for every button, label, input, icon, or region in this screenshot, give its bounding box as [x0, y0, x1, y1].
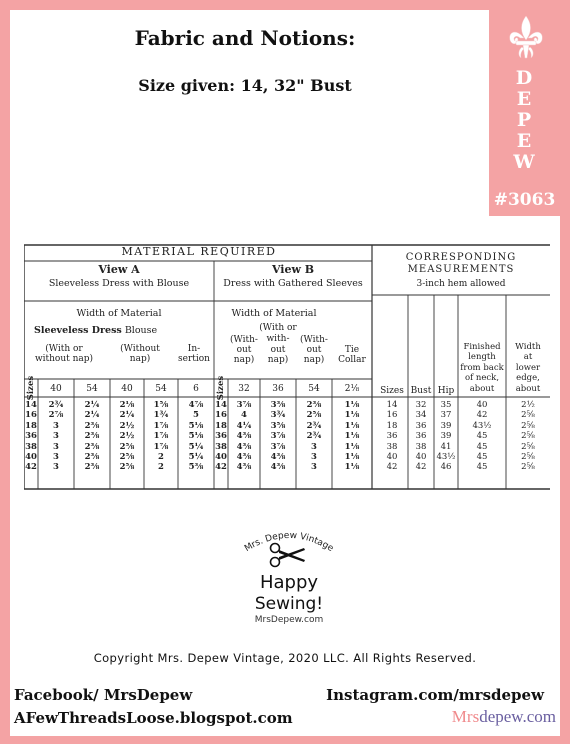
- table-cell: 2⅝: [119, 452, 135, 463]
- table-cell: 40: [215, 452, 227, 463]
- table-cell: 1⅛: [344, 452, 360, 463]
- width-b-54: 54: [308, 384, 320, 394]
- view-a-sub1b: without nap): [34, 354, 94, 364]
- width-line: about: [515, 383, 541, 394]
- table-cell: 5⅛: [188, 431, 204, 442]
- measurements-title: MEASUREMENTS: [407, 264, 515, 275]
- table-cell: 45: [476, 462, 488, 473]
- table-cell: 36: [415, 420, 427, 431]
- table-cell: 1⅛: [344, 410, 360, 421]
- table-cell: 1⅛: [344, 420, 360, 431]
- corr-header-width: [506, 342, 550, 394]
- table-cell: 4: [241, 410, 247, 421]
- table-cell: 3: [311, 441, 317, 452]
- view-a-sub3b: sertion: [178, 354, 210, 364]
- table-cell: 2⅝: [521, 462, 535, 473]
- table-cell: 2: [158, 452, 164, 463]
- happy-sewing-logo: [229, 520, 349, 630]
- corr-header-hip: Hip: [437, 386, 455, 396]
- table-cell: 3¾: [270, 410, 286, 421]
- sizes-label-a: Sizes: [26, 375, 36, 401]
- table-cell: 3⅝: [270, 420, 286, 431]
- table-cell: 2⅜: [84, 431, 100, 442]
- table-cell: 2⅝: [521, 410, 535, 421]
- view-a-column: [178, 400, 214, 473]
- website-link[interactable]: [452, 707, 556, 727]
- table-cell: 38: [415, 441, 427, 452]
- corr-length-column: [458, 400, 506, 473]
- view-a-sub1: (With or: [45, 344, 83, 354]
- table-cell: 32: [415, 400, 427, 410]
- view-b-h4b: Collar: [338, 355, 366, 365]
- width-a-40b: 40: [121, 384, 133, 394]
- table-cell: 2¾: [306, 420, 322, 431]
- table-cell: 1⅛: [344, 441, 360, 452]
- view-b-column: [296, 400, 332, 473]
- side-letter: P: [516, 109, 533, 131]
- view-a-column: [74, 400, 110, 473]
- table-cell: 42: [215, 462, 227, 473]
- table-cell: 39: [440, 420, 452, 431]
- logo-arc-text: Mrs. Depew Vintage: [243, 530, 336, 555]
- table-cell: 1⅞: [153, 431, 169, 442]
- table-cell: 2¼: [84, 400, 100, 410]
- corr-header-sizes: Sizes: [380, 386, 404, 396]
- corr-header-length: [458, 342, 506, 394]
- table-cell: 2⅞: [48, 410, 64, 421]
- table-cell: 45: [476, 441, 488, 452]
- view-b-width-label: Width of Material: [231, 308, 317, 319]
- view-a-sub3: In-: [187, 344, 201, 354]
- hem-note: 3-inch hem allowed: [416, 279, 506, 289]
- side-letter: E: [516, 88, 533, 110]
- view-a-column: [110, 400, 144, 473]
- width-b-collar: 2⅛: [344, 384, 360, 394]
- table-cell: 2¼: [84, 410, 100, 421]
- table-cell: 39: [440, 431, 452, 442]
- view-b-h1b: out: [236, 345, 252, 355]
- table-cell: 16: [25, 410, 37, 421]
- view-a-sizes-column: [24, 400, 38, 473]
- width-line: at: [523, 352, 533, 363]
- corr-hip-column: [434, 400, 458, 473]
- pattern-number: #3063: [493, 190, 556, 210]
- table-cell: 2⅝: [119, 462, 135, 473]
- table-cell: 2¾: [306, 431, 322, 442]
- length-line: about: [469, 383, 495, 394]
- view-a-column: [144, 400, 178, 473]
- table-cell: 3: [311, 462, 317, 473]
- table-cell: 2¾: [48, 400, 64, 410]
- width-line: Width: [515, 342, 541, 352]
- length-line: of neck,: [464, 373, 500, 384]
- view-a-sub2b: nap): [129, 354, 151, 364]
- table-cell: 2⅝: [521, 420, 535, 431]
- blog-link[interactable]: AFewThreadsLoose.blogspot.com: [14, 709, 293, 727]
- side-letter: W: [513, 151, 536, 173]
- table-cell: 42: [25, 462, 37, 473]
- table-cell: 36: [415, 431, 427, 442]
- width-a-54: 54: [86, 384, 98, 394]
- table-cell: 4¼: [236, 420, 252, 431]
- table-cell: 36: [386, 431, 398, 442]
- table-cell: 2½: [119, 420, 135, 431]
- table-cell: 3: [53, 441, 59, 452]
- table-cell: 2⅛: [119, 400, 135, 410]
- width-a-40: 40: [50, 384, 62, 394]
- view-b-h3c: nap): [303, 355, 325, 365]
- side-letter: E: [516, 130, 533, 152]
- corr-header-bust: Bust: [410, 386, 432, 396]
- corresponding-title: CORRESPONDING: [405, 252, 517, 263]
- view-b-desc: Dress with Gathered Sleeves: [223, 278, 363, 289]
- table-cell: 40: [25, 452, 37, 463]
- table-cell: 1⅞: [153, 420, 169, 431]
- sizes-label-b: Sizes: [216, 375, 226, 401]
- view-a-sub2: (Without: [120, 344, 160, 354]
- view-b-h3b: out: [306, 345, 322, 355]
- table-cell: 2⅝: [119, 441, 135, 452]
- table-cell: 3⅜: [270, 400, 286, 410]
- table-cell: 43½: [472, 420, 492, 431]
- view-b-h2c: out: [270, 345, 286, 355]
- scissors-icon: [269, 542, 307, 568]
- view-b-h1a: (With-: [230, 335, 258, 345]
- table-cell: 5: [193, 410, 199, 421]
- table-cell: 3⅞: [270, 441, 286, 452]
- table-cell: 3: [53, 420, 59, 431]
- copyright-notice: Copyright Mrs. Depew Vintage, 2020 LLC. All Rights Reserved.: [93, 651, 477, 665]
- table-cell: 2¼: [119, 410, 135, 421]
- table-cell: 1⅛: [344, 431, 360, 442]
- table-cell: 2½: [521, 400, 535, 410]
- view-a-title: View A: [98, 263, 140, 276]
- table-cell: 4⅜: [236, 431, 252, 442]
- width-a-54b: 54: [155, 384, 167, 394]
- table-cell: 4⅜: [236, 441, 252, 452]
- table-cell: 2⅜: [306, 400, 322, 410]
- view-b-column: [332, 400, 372, 473]
- table-cell: 45: [476, 452, 488, 463]
- table-cell: 41: [440, 441, 452, 452]
- table-cell: 5⅜: [188, 462, 204, 473]
- table-cell: 2⅜: [84, 420, 100, 431]
- view-a-col2-head: Blouse: [124, 325, 158, 336]
- table-cell: 1⅞: [153, 441, 169, 452]
- table-cell: 35: [440, 400, 452, 410]
- width-line: edge,: [516, 373, 540, 384]
- table-cell: 5¼: [188, 441, 204, 452]
- table-cell: 16: [386, 410, 398, 421]
- view-b-h1c: nap): [233, 355, 255, 365]
- table-cell: 14: [215, 400, 227, 410]
- length-line: length: [468, 352, 496, 363]
- table-cell: 2: [158, 462, 164, 473]
- length-line: Finished: [463, 342, 501, 352]
- table-cell: 14: [25, 400, 37, 410]
- table-cell: 1¾: [153, 410, 169, 421]
- material-table: [24, 243, 550, 492]
- table-cell: 43½: [436, 452, 456, 463]
- table-cell: 40: [386, 452, 398, 463]
- logo-sewing: Sewing!: [254, 594, 324, 614]
- table-cell: 2⅜: [84, 441, 100, 452]
- table-cell: 2⅜: [84, 452, 100, 463]
- table-cell: 2½: [119, 431, 135, 442]
- table-cell: 18: [215, 420, 227, 431]
- material-required-header: MATERIAL REQUIRED: [121, 245, 277, 258]
- table-cell: 38: [25, 441, 37, 452]
- side-letters: [489, 68, 560, 173]
- view-b-title: View B: [271, 263, 315, 276]
- view-b-sizes-column: [214, 400, 228, 473]
- corr-bust-column: [408, 400, 434, 473]
- table-cell: 4⅜: [270, 462, 286, 473]
- side-letter: D: [515, 67, 534, 89]
- view-a-width-label: Width of Material: [76, 308, 162, 319]
- instagram-link[interactable]: Instagram.com/mrsdepew: [326, 686, 544, 704]
- view-b-column: [228, 400, 260, 473]
- table-cell: 1⅛: [344, 400, 360, 410]
- size-subtitle: Size given: 14, 32" Bust: [138, 76, 352, 95]
- table-cell: 37: [440, 410, 452, 421]
- corr-width-column: [506, 400, 550, 473]
- facebook-link[interactable]: Facebook/ MrsDepew: [14, 686, 193, 704]
- view-b-h4a: Tie: [344, 345, 360, 355]
- table-cell: 2⅝: [521, 452, 535, 463]
- table-cell: 36: [25, 431, 37, 442]
- view-b-h2d: nap): [267, 355, 289, 365]
- table-cell: 2⅝: [521, 441, 535, 452]
- table-cell: 16: [215, 410, 227, 421]
- length-line: from back: [460, 362, 504, 373]
- table-cell: 18: [25, 420, 37, 431]
- table-cell: 46: [440, 462, 452, 473]
- corr-sizes-column: [376, 400, 408, 473]
- table-cell: 4⅞: [188, 400, 204, 410]
- table-cell: 2⅜: [84, 462, 100, 473]
- table-cell: 5¼: [188, 452, 204, 463]
- table-cell: 2⅝: [521, 431, 535, 442]
- view-a-col1-head: Sleeveless Dress: [34, 325, 122, 336]
- table-cell: 45: [476, 431, 488, 442]
- table-cell: 4⅜: [270, 452, 286, 463]
- table-cell: 40: [415, 452, 427, 463]
- view-a-column: [38, 400, 74, 473]
- table-cell: 2⅝: [306, 410, 322, 421]
- fleur-de-lis-icon: [506, 14, 546, 60]
- page-title: Fabric and Notions:: [134, 26, 356, 50]
- website-link-part1: Mrs: [451, 707, 480, 726]
- view-b-h2b: with-: [266, 334, 290, 344]
- table-cell: 42: [415, 462, 427, 473]
- table-cell: 4⅜: [236, 452, 252, 463]
- view-b-column: [260, 400, 296, 473]
- table-cell: 4⅜: [236, 462, 252, 473]
- table-cell: 5⅛: [188, 420, 204, 431]
- table-cell: 38: [215, 441, 227, 452]
- table-cell: 14: [386, 400, 398, 410]
- table-cell: 36: [215, 431, 227, 442]
- logo-happy: Happy: [259, 572, 319, 593]
- width-a-6: 6: [193, 384, 199, 394]
- view-b-h3a: (With-: [300, 335, 328, 345]
- table-cell: 3⅞: [270, 431, 286, 442]
- table-cell: 18: [386, 420, 398, 431]
- table-cell: 42: [476, 410, 488, 421]
- table-cell: 1⅛: [344, 462, 360, 473]
- view-b-h2a: (With or: [259, 323, 297, 333]
- table-cell: 38: [386, 441, 398, 452]
- table-cell: 34: [415, 410, 427, 421]
- logo-url: MrsDepew.com: [254, 615, 324, 625]
- view-a-desc: Sleeveless Dress with Blouse: [48, 278, 190, 289]
- width-line: lower: [515, 362, 541, 373]
- table-cell: 1⅝: [153, 400, 169, 410]
- table-cell: 42: [386, 462, 398, 473]
- table-cell: 40: [476, 400, 488, 410]
- table-cell: 3: [53, 452, 59, 463]
- width-b-32: 32: [238, 384, 250, 394]
- width-b-36: 36: [272, 384, 284, 394]
- table-cell: 3: [53, 431, 59, 442]
- table-cell: 3: [311, 452, 317, 463]
- table-cell: 3⅞: [236, 400, 252, 410]
- website-link-part2: depew.com: [479, 707, 556, 726]
- table-cell: 3: [53, 462, 59, 473]
